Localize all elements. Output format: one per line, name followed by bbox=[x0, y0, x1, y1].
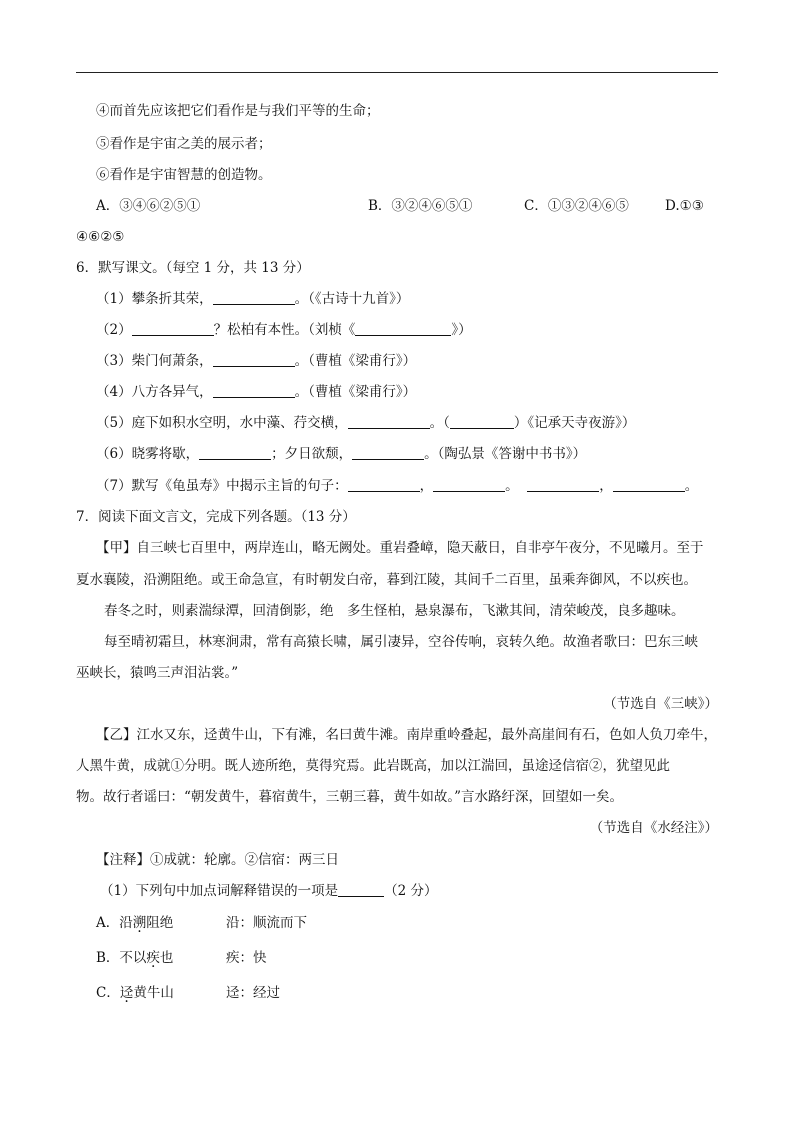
answer-blank[interactable] bbox=[613, 477, 685, 492]
question-7-title: 7．阅读下面文言文，完成下列各题。（13 分） bbox=[76, 509, 356, 525]
q6-line-5-mid: 。（ bbox=[429, 415, 450, 431]
choice-a-meaning: 沿：顺流而下 bbox=[226, 915, 307, 931]
choice-b[interactable] bbox=[96, 948, 173, 968]
q6-line-5-text: （5）庭下如积水空明，水中藻、荇交横， bbox=[96, 415, 348, 431]
option-d-continued: ④⑥②⑤ bbox=[76, 229, 125, 245]
passage-jia-line: 【甲】自三峡七百里中，两岸连山，略无阙处。重岩叠嶂，隐天蔽日，自非亭午夜分，不见曦月。至于 bbox=[96, 540, 704, 556]
answer-blank[interactable] bbox=[527, 477, 599, 492]
option-d: D.①③ bbox=[665, 198, 704, 214]
q6-line-2-end: 》） bbox=[451, 322, 472, 338]
q6-line-4 bbox=[96, 382, 416, 402]
choice-letter: A． bbox=[96, 915, 120, 931]
q6-line-6-mid: ；夕日欲颓， bbox=[271, 446, 353, 462]
choice-text: 黄牛山 bbox=[133, 985, 174, 1001]
choice-text: 不以 bbox=[119, 950, 147, 966]
answer-blank[interactable] bbox=[352, 445, 424, 460]
q6-line-4-source: 。（曹植《梁甫行》） bbox=[294, 384, 417, 400]
dotted-word: 溯 bbox=[132, 915, 147, 931]
answer-blank[interactable] bbox=[348, 477, 420, 492]
q6-line-6 bbox=[96, 444, 586, 464]
q6-line-1-source: 。（《古诗十九首》） bbox=[294, 291, 410, 307]
passage-jia-line: 巫峡长，猿鸣三声泪沾裳。” bbox=[76, 665, 239, 681]
punct-period: 。 bbox=[505, 478, 519, 494]
q6-line-5 bbox=[96, 413, 635, 433]
answer-blank[interactable] bbox=[132, 321, 214, 336]
q6-line-3 bbox=[96, 351, 416, 371]
answer-blank[interactable] bbox=[433, 477, 505, 492]
answer-blank[interactable] bbox=[450, 414, 514, 429]
punct-comma: ， bbox=[599, 478, 613, 494]
q6-line-2 bbox=[96, 320, 472, 340]
passage-yi-source: （节选自《水经注》） bbox=[589, 820, 718, 836]
question-6-title: 6．默写课文。（每空 1 分，共 13 分） bbox=[76, 260, 310, 276]
q6-line-5-source: ）《记承天寺夜游》） bbox=[513, 415, 636, 431]
order-item-5: ⑤看作是宇宙之美的展示者； bbox=[96, 136, 272, 152]
answer-blank[interactable] bbox=[348, 414, 430, 429]
passage-jia-line: 每至晴初霜旦，林寒涧肃，常有高猿长啸，属引凄异，空谷传响，哀转久绝。故渔者歌曰：巴东三峡 bbox=[104, 634, 698, 650]
punct-comma: ， bbox=[419, 478, 434, 494]
answer-blank[interactable] bbox=[355, 321, 451, 336]
order-item-6: ⑥看作是宇宙智慧的创造物。 bbox=[96, 167, 272, 183]
choice-letter: B． bbox=[96, 950, 120, 966]
punct-period: 。 bbox=[684, 478, 699, 494]
sub-question-1-score: （2 分） bbox=[384, 883, 438, 899]
answer-blank[interactable] bbox=[213, 383, 295, 398]
passage-yi-line: 物。故行者谣曰：“朝发黄牛，暮宿黄牛，三朝三暮，黄牛如故。”言水路纡深，回望如一矣。 bbox=[76, 789, 624, 805]
option-a: A．③④⑥②⑤① bbox=[96, 198, 201, 214]
q6-line-3-text: （3）柴门何萧条， bbox=[96, 353, 213, 369]
order-item-4: ④而首先应该把它们看作是与我们平等的生命； bbox=[96, 103, 380, 119]
annotation-notes: 【注释】①成就：轮廓。②信宿：两三日 bbox=[96, 852, 339, 868]
q6-line-7 bbox=[96, 476, 698, 496]
passage-yi-line: 人黑牛黄，成就①分明。既人迹所绝，莫得究焉。此岩既高，加以江湍回，虽途迳信宿②，犹望见此 bbox=[76, 758, 670, 774]
choice-c-meaning: 迳：经过 bbox=[226, 985, 280, 1001]
passage-jia-line: 春冬之时，则素湍绿潭，回清倒影，绝 多生怪柏，悬泉瀑布，飞漱其间，清荣峻茂，良多趣味。 bbox=[104, 603, 685, 619]
q6-line-2-num: （2） bbox=[96, 322, 132, 338]
q6-line-1-text: （1）攀条折其荣， bbox=[96, 291, 213, 307]
dotted-word: 迳 bbox=[119, 985, 134, 1001]
passage-yi-line: 【乙】江水又东，迳黄牛山，下有滩，名曰黄牛滩。南岸重岭叠起，最外高崖间有石，色如人负刀牵牛， bbox=[96, 727, 717, 743]
answer-blank[interactable] bbox=[213, 352, 295, 367]
answer-blank[interactable] bbox=[199, 445, 271, 460]
choice-text: 也 bbox=[159, 950, 174, 966]
q6-line-2-text: ？松柏有本性。（刘桢《 bbox=[213, 322, 356, 338]
sub-question-1-text: （1）下列句中加点词解释错误的一项是 bbox=[100, 883, 339, 899]
choice-text: 阻绝 bbox=[146, 915, 174, 931]
q6-line-6-text: （6）晓雾将歇， bbox=[96, 446, 200, 462]
answer-blank[interactable] bbox=[213, 290, 295, 305]
q6-line-4-text: （4）八方各异气， bbox=[96, 384, 213, 400]
option-c: C．①③②④⑥⑤ bbox=[524, 198, 629, 214]
dotted-word: 疾 bbox=[146, 950, 160, 966]
choice-c[interactable] bbox=[96, 983, 174, 1003]
choice-letter: C． bbox=[96, 985, 120, 1001]
choice-a[interactable] bbox=[96, 913, 173, 933]
q6-line-1 bbox=[96, 289, 409, 309]
passage-jia-line: 夏水襄陵，沿溯阻绝。或王命急宣，有时朝发白帝，暮到江陵，其间千二百里，虽乘奔御风，不以疾也。 bbox=[76, 572, 697, 588]
sub-question-1 bbox=[100, 881, 437, 901]
answer-blank[interactable] bbox=[338, 882, 384, 897]
q6-line-3-source: 。（曹植《梁甫行》） bbox=[294, 353, 417, 369]
choice-b-meaning: 疾：快 bbox=[226, 950, 267, 966]
q6-line-6-source: 。（陶弘景《答谢中书书》） bbox=[424, 446, 587, 462]
passage-jia-source: （节选自《三峡》） bbox=[603, 696, 718, 712]
header-rule bbox=[76, 72, 718, 73]
choice-text: 沿 bbox=[119, 915, 133, 931]
q6-line-7-text: （7）默写《龟虽寿》中揭示主旨的句子： bbox=[96, 478, 348, 494]
option-b: B．③②④⑥⑤① bbox=[368, 198, 473, 214]
